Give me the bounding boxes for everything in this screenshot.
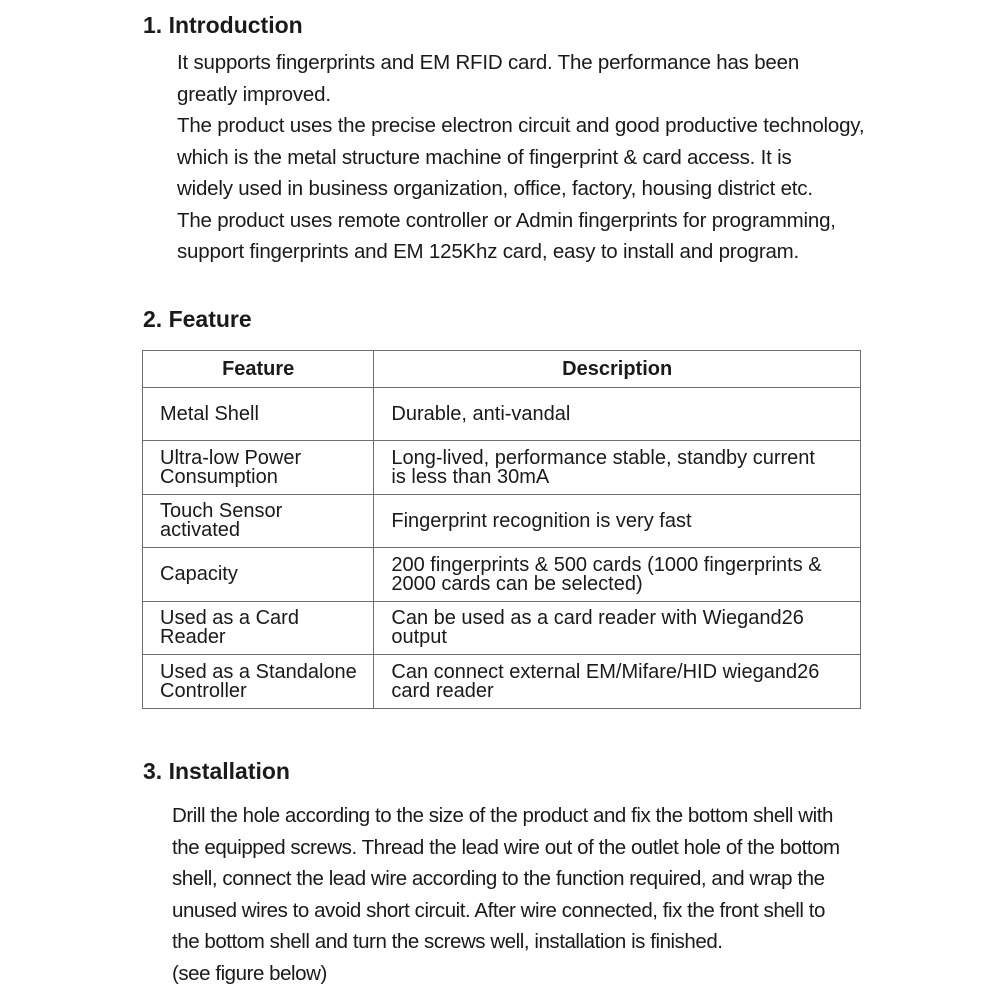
table-row — [143, 441, 861, 495]
table-row — [143, 495, 861, 548]
feature-cell-text: Consumption — [160, 465, 278, 488]
introduction-line: widely used in business organization, office, factory, housing district etc. — [177, 177, 813, 200]
introduction-line: support fingerprints and EM 125Khz card, easy to install and program. — [177, 240, 800, 263]
installation-text — [172, 800, 840, 989]
feature-cell-text: Controller — [160, 679, 247, 702]
table-row — [143, 548, 861, 602]
description-cell-text: is less than 30mA — [391, 465, 550, 488]
feature-cell-text: Metal Shell — [160, 402, 259, 425]
description-cell — [374, 495, 861, 548]
description-cell-text: Durable, anti-vandal — [391, 402, 571, 425]
feature-cell — [143, 441, 374, 495]
description-cell-text: 200 fingerprints & 500 cards (1000 fingerprints & — [391, 553, 822, 576]
column-header-feature: Feature — [143, 351, 374, 388]
feature-cell — [143, 602, 374, 655]
installation-heading: 3. Installation — [143, 758, 290, 784]
installation-line: shell, connect the lead wire according to the function required, and wrap the — [172, 867, 825, 890]
feature-cell-text: Used as a Card — [160, 607, 299, 629]
feature-cell — [143, 495, 374, 548]
installation-line: the bottom shell and turn the screws well, installation is finished. — [172, 930, 723, 953]
introduction-line: The product uses the precise electron circuit and good productive technology, — [177, 114, 865, 137]
introduction-heading: 1. Introduction — [143, 12, 303, 38]
feature-cell-text: Reader — [160, 626, 226, 648]
column-header-description: Description — [374, 351, 861, 388]
description-cell-text: Can be used as a card reader with Wiegand26 — [391, 607, 804, 629]
description-cell-text: Can connect external EM/Mifare/HID wiegand26 — [391, 660, 820, 683]
feature-cell-text: Used as a Standalone — [160, 660, 357, 683]
introduction-line: which is the metal structure machine of fingerprint & card access. It is — [177, 145, 792, 169]
feature-heading: 2. Feature — [143, 306, 252, 332]
feature-table — [142, 350, 861, 709]
description-cell — [374, 388, 861, 441]
introduction-line: It supports fingerprints and EM RFID card. The performance has been — [177, 51, 800, 74]
table-row — [143, 388, 861, 441]
feature-cell-text: Ultra-low Power — [160, 446, 302, 469]
description-cell-text: 2000 cards can be selected) — [391, 572, 643, 595]
description-cell-text: output — [391, 626, 447, 648]
feature-cell — [143, 655, 374, 709]
description-cell — [374, 655, 861, 709]
feature-cell-text: activated — [160, 519, 241, 541]
table-row — [143, 655, 861, 709]
description-cell — [374, 548, 861, 602]
description-cell-text: Fingerprint recognition is very fast — [391, 509, 692, 532]
feature-cell-text: Touch Sensor — [160, 500, 283, 522]
description-cell-text: Long-lived, performance stable, standby current — [391, 446, 815, 469]
description-cell-text: card reader — [391, 679, 494, 702]
installation-line: the equipped screws. Thread the lead wire out of the outlet hole of the bottom — [172, 835, 840, 859]
installation-line: unused wires to avoid short circuit. After wire connected, fix the front shell to — [172, 898, 825, 922]
introduction-line: The product uses remote controller or Admin fingerprints for programming, — [177, 208, 836, 232]
feature-cell — [143, 548, 374, 602]
table-row — [143, 602, 861, 655]
table-header-row — [143, 351, 861, 388]
feature-cell-text: Capacity — [160, 563, 238, 585]
installation-line: Drill the hole according to the size of the product and fix the bottom shell with — [172, 804, 833, 827]
description-cell — [374, 441, 861, 495]
introduction-text — [177, 47, 864, 268]
feature-cell — [143, 388, 374, 441]
description-cell — [374, 602, 861, 655]
installation-line: (see figure below) — [172, 961, 327, 985]
introduction-line: greatly improved. — [177, 82, 331, 106]
